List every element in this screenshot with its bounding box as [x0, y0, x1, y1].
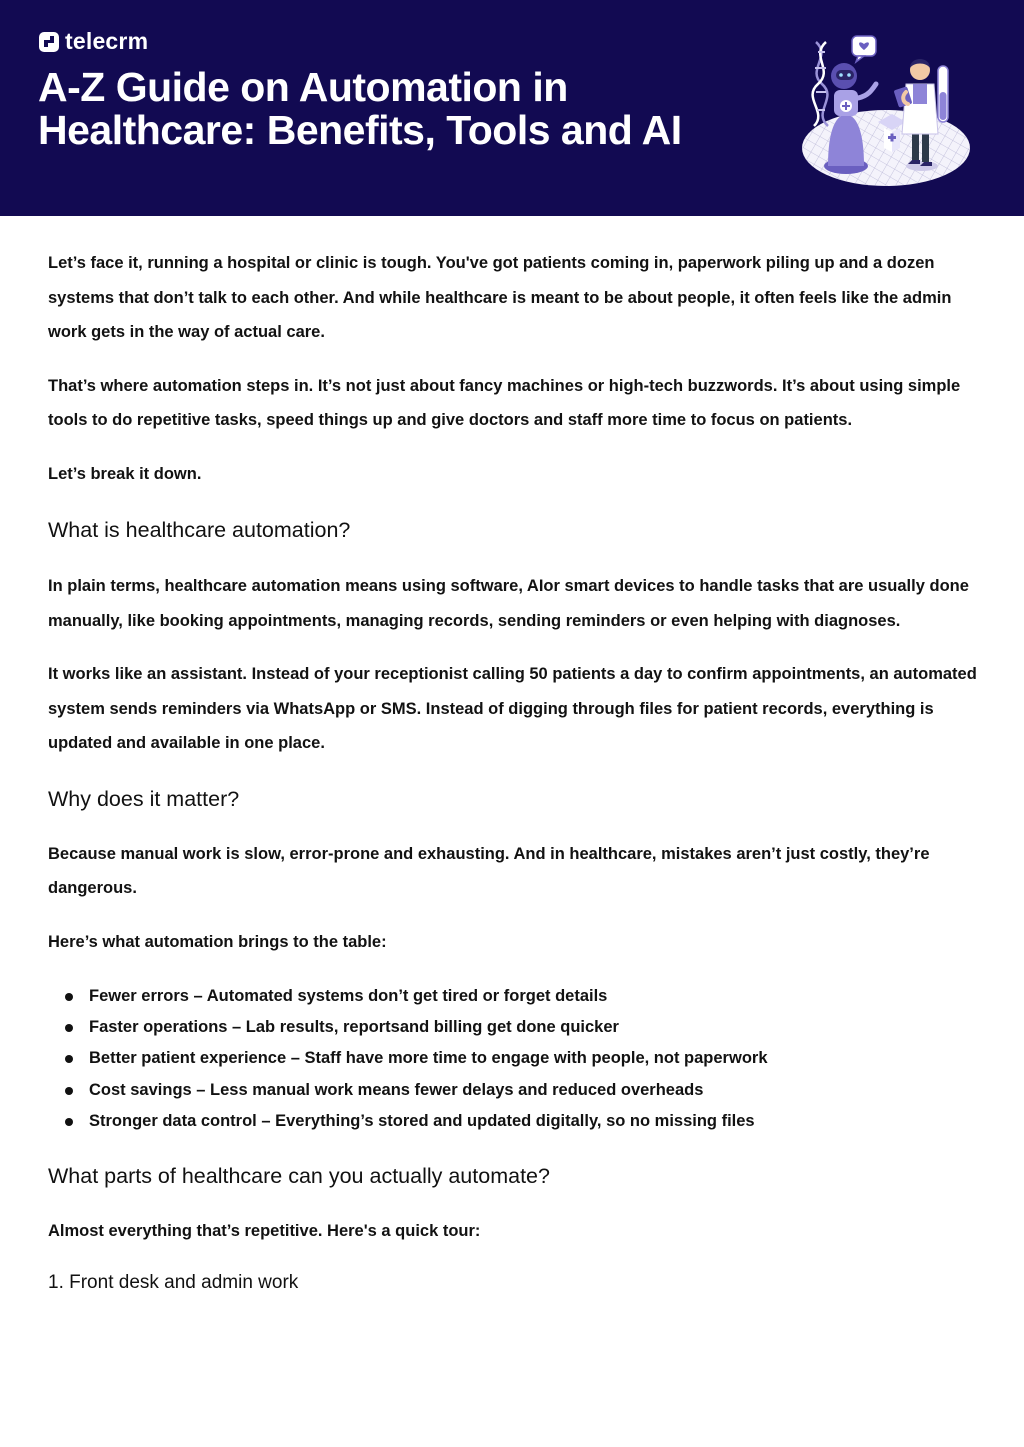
brand-logo[interactable] — [39, 28, 148, 55]
intro-paragraph-3: Let’s break it down. — [48, 464, 202, 483]
telecrm-logo-icon — [39, 32, 59, 52]
bullet-icon — [65, 1118, 73, 1126]
list-item: Faster operations – Lab results, reportsand billing get done quicker — [48, 1012, 978, 1043]
heading-what-parts-can-you-automate: What parts of healthcare can you actually automate? — [48, 1164, 550, 1189]
intro-paragraph-2: That’s where automation steps in. It’s not just about fancy machines or high-tech buzzwords. It’s about using simple tools to do repetitive tasks, speed things up and give doctors and staff more time to focus on patients. — [48, 376, 961, 429]
why-paragraph-1: Because manual work is slow, error-prone and exhausting. And in healthcare, mistakes aren’t just costly, they’re dangerous. — [48, 844, 930, 897]
what-paragraph-1: In plain terms, healthcare automation means using software, AIor smart devices to handle tasks that are usually done manually, like booking appointments, managing records, sending reminders or even helping with diagnoses. — [48, 577, 969, 630]
list-item: Cost savings – Less manual work means fewer delays and reduced overheads — [48, 1075, 978, 1106]
article-body — [48, 246, 978, 1297]
heading-why-does-it-matter: Why does it matter? — [48, 786, 240, 811]
what-paragraph-2: It works like an assistant. Instead of your receptionist calling 50 patients a day to confirm appointments, an automated system sends reminders via WhatsApp or SMS. Instead of digging through files for patient records, everything is updated and available in one place. — [48, 665, 977, 752]
list-item: Stronger data control – Everything’s stored and updated digitally, so no missing files — [48, 1106, 978, 1137]
bullet-icon — [65, 1055, 73, 1063]
why-paragraph-2: Here’s what automation brings to the table: — [48, 932, 387, 951]
heading-what-is-healthcare-automation: What is healthcare automation? — [48, 518, 351, 542]
subheading-front-desk-admin: 1. Front desk and admin work — [48, 1271, 299, 1293]
page-title — [38, 66, 778, 152]
healthcare-robot-doctor-illustration — [798, 30, 972, 194]
bullet-icon — [65, 1087, 73, 1095]
list-item: Fewer errors – Automated systems don’t get tired or forget details — [48, 981, 978, 1012]
bullet-icon — [65, 1024, 73, 1032]
list-item: Better patient experience – Staff have more time to engage with people, not paperwork — [48, 1043, 978, 1074]
page-title-line-2: Healthcare: Benefits, Tools and AI — [38, 107, 682, 153]
benefits-list — [48, 981, 978, 1137]
page-title-line-1: A-Z Guide on Automation in — [38, 64, 568, 110]
parts-paragraph-1: Almost everything that’s repetitive. Here's a quick tour: — [48, 1222, 481, 1241]
brand-name: telecrm — [65, 28, 149, 54]
bullet-icon — [65, 993, 73, 1001]
intro-paragraph-1: Let’s face it, running a hospital or clinic is tough. You've got patients coming in, paperwork piling up and a dozen systems that don’t talk to each other. And while healthcare is meant to be about people, it often feels like the admin work gets in the way of actual care. — [48, 254, 952, 341]
header-banner — [0, 0, 1024, 216]
